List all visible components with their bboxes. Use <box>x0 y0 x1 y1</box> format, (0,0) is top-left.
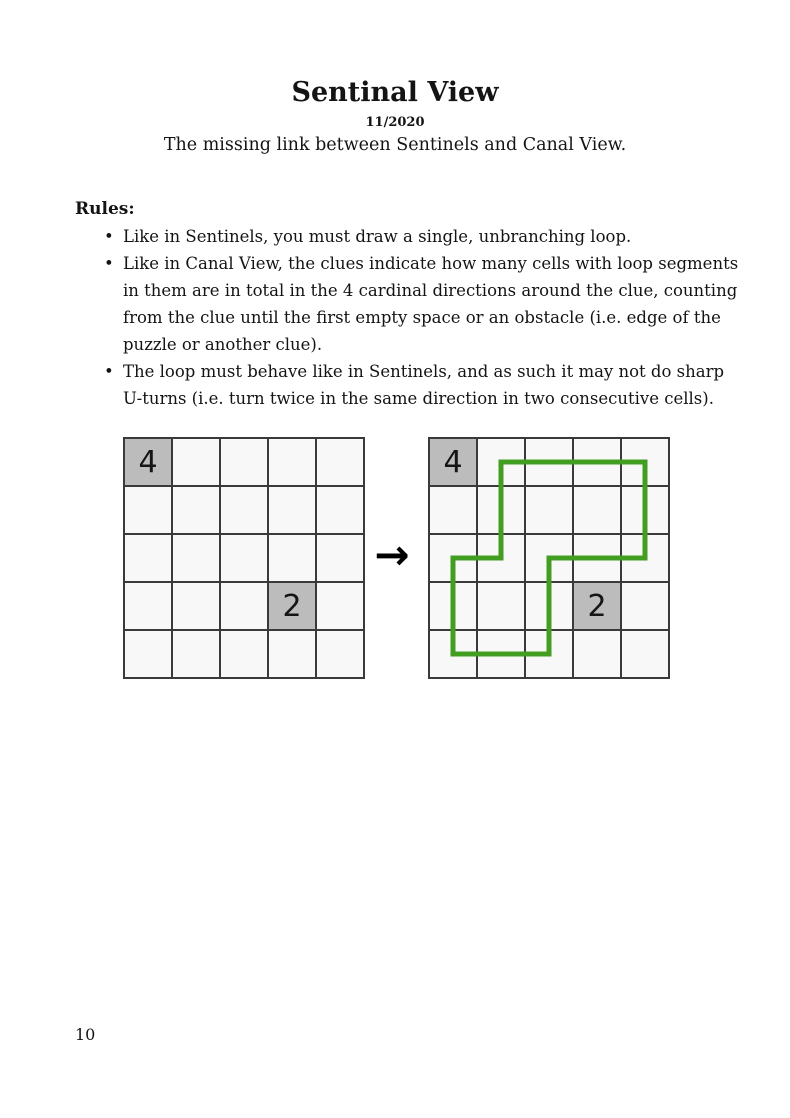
clue-cell: 2 <box>269 583 315 629</box>
grid-cell <box>317 583 363 629</box>
grid-cell <box>430 631 476 677</box>
rule-item: • The loop must behave like in Sentinels, and as such it may not do sharp U-turns (i.e. turn twice in the same direction in two consecutive cells). <box>104 358 744 412</box>
page-number: 10 <box>75 1025 96 1044</box>
grid-cell <box>317 631 363 677</box>
grid-cell <box>478 535 524 581</box>
grid-cell <box>574 487 620 533</box>
grid-cell <box>574 439 620 485</box>
grid-cell <box>269 535 315 581</box>
grid-cell <box>526 631 572 677</box>
grid-cell <box>125 631 171 677</box>
grid-cell <box>478 583 524 629</box>
subtitle: The missing link between Sentinels and Canal View. <box>163 135 627 155</box>
grid-cell <box>622 439 668 485</box>
grid-cell <box>317 487 363 533</box>
grid-cell <box>478 631 524 677</box>
rules-list <box>75 223 744 412</box>
grid-cell <box>430 487 476 533</box>
grid-cell <box>526 439 572 485</box>
grid-cell <box>221 535 267 581</box>
grid-cell <box>317 439 363 485</box>
grid-cell <box>125 583 171 629</box>
grid-cell <box>622 487 668 533</box>
rules-section <box>75 196 739 412</box>
grid-cell <box>526 535 572 581</box>
grid-cell <box>574 631 620 677</box>
grid-cell <box>574 535 620 581</box>
rules-heading: Rules: <box>75 199 135 219</box>
grid-cell <box>622 535 668 581</box>
grid-cell <box>430 583 476 629</box>
puzzle-grid <box>123 437 365 679</box>
grid-cell <box>526 583 572 629</box>
grid-cell <box>173 439 219 485</box>
right-arrow-icon: → <box>374 530 410 579</box>
grid-cell <box>173 487 219 533</box>
rule-item: • Like in Sentinels, you must draw a single, unbranching loop. <box>104 223 744 250</box>
example-figure <box>0 437 790 679</box>
grid-cell <box>125 487 171 533</box>
document-header <box>0 78 790 155</box>
grid-cell <box>173 583 219 629</box>
clue-cell: 4 <box>125 439 171 485</box>
solution-grid-cells <box>428 437 670 679</box>
puzzle-grid-cells <box>123 437 365 679</box>
grid-cell <box>478 487 524 533</box>
grid-cell <box>317 535 363 581</box>
clue-cell: 2 <box>574 583 620 629</box>
grid-cell <box>221 631 267 677</box>
grid-cell <box>173 631 219 677</box>
grid-cell <box>173 535 219 581</box>
grid-cell <box>269 487 315 533</box>
grid-cell <box>622 631 668 677</box>
page-title: Sentinal View <box>291 77 499 108</box>
grid-cell <box>125 535 171 581</box>
grid-cell <box>622 583 668 629</box>
grid-cell <box>221 487 267 533</box>
grid-cell <box>526 487 572 533</box>
grid-cell <box>221 439 267 485</box>
date-label: 11/2020 <box>365 115 425 130</box>
grid-cell <box>430 535 476 581</box>
grid-cell <box>221 583 267 629</box>
solution-grid <box>428 437 670 679</box>
grid-cell <box>478 439 524 485</box>
grid-cell <box>269 439 315 485</box>
clue-cell: 4 <box>430 439 476 485</box>
rule-item: • Like in Canal View, the clues indicate how many cells with loop segments in them are in total in the 4 cardinal directions around the clue, counting from the clue until the first empty space or an obstacle (i.e. edge of the puzzle or another clue). <box>104 250 744 358</box>
grid-cell <box>269 631 315 677</box>
